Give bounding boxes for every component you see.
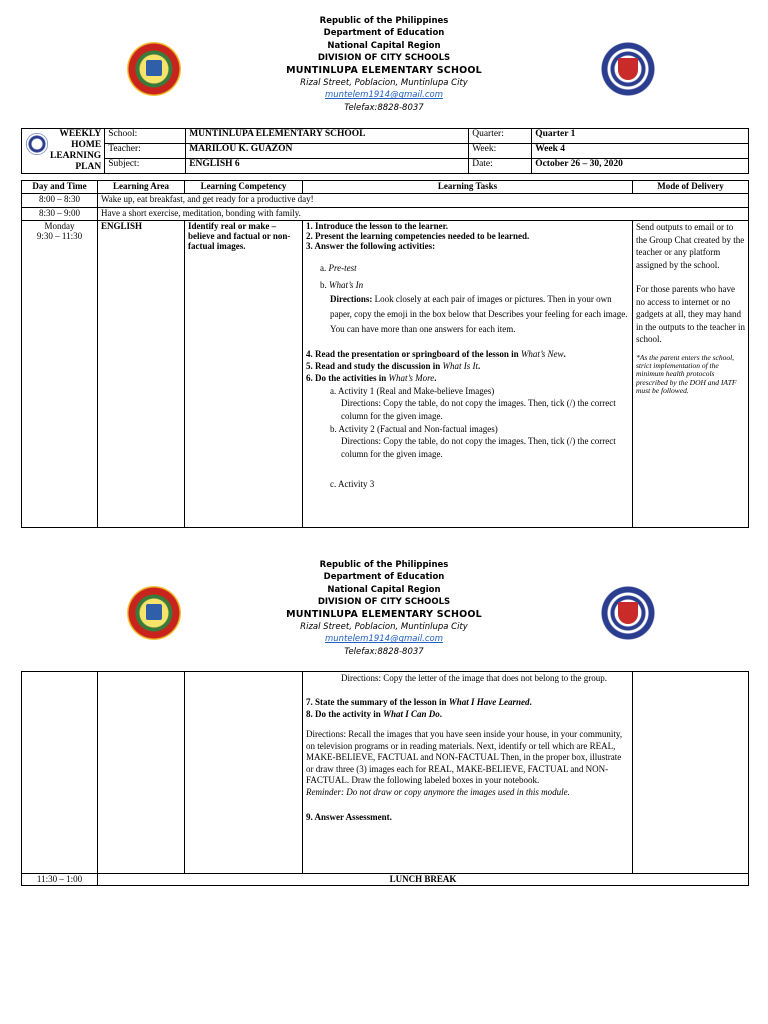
email-link[interactable]: muntelem1914@gmail.com — [324, 634, 444, 645]
letterhead — [0, 559, 768, 658]
day-label: Monday — [44, 221, 75, 231]
task-item: 2. Present the learning competencies needed to be learned. — [306, 231, 530, 241]
schedule-table-continued — [21, 671, 749, 886]
reminder-text: Reminder: Do not draw or copy anymore the images used in this module. — [306, 786, 570, 797]
mode-of-delivery-cell — [633, 672, 749, 874]
department-line: Department of Education — [323, 572, 445, 583]
division-line: DIVISION OF CITY SCHOOLS — [317, 597, 451, 608]
day-time-cell — [22, 672, 98, 874]
email-link[interactable]: muntelem1914@gmail.com — [324, 90, 444, 101]
learning-area-cell: ENGLISH — [98, 221, 185, 528]
plan-info-table — [21, 128, 749, 174]
week-value: Week 4 — [532, 144, 749, 159]
row-time: 8:30 – 9:00 — [22, 208, 98, 221]
task-item: 1. Introduce the lesson to the learner. — [306, 221, 448, 231]
task-item: 5. Read and study the discussion in What Is It. — [306, 361, 481, 371]
mode-of-delivery-cell — [633, 221, 749, 528]
learning-tasks-cell — [303, 672, 633, 874]
task-item: 9. Answer Assessment. — [306, 812, 392, 822]
activity-item: b. Activity 2 (Factual and Non-factual images) — [330, 424, 498, 434]
header-learning-competency: Learning Competency — [185, 181, 303, 194]
directions-text: Directions: Recall the images that you have seen inside your house, in your community, on television programs or in reading materials. Next, identify or tell which are REAL, MAKE-BELIEVE, FACTUAL and NON-FACTUAL Then, in the proper box, illustrate or draw three (3) images each for REAL, MAKE-BELIEVE, FACTUAL and NON-FACTUAL. Draw the following labeled boxes in your notebook. — [306, 729, 623, 785]
country-line: Republic of the Philippines — [319, 16, 449, 26]
region-line: National Capital Region — [327, 40, 441, 51]
schedule-table — [21, 180, 749, 528]
header-learning-area: Learning Area — [98, 181, 185, 194]
teacher-value: MARILOU K. GUAZON — [186, 144, 469, 159]
activity-item: c. Activity 3 — [330, 479, 375, 489]
subject-label: Subject: — [105, 159, 186, 174]
task-item: 8. Do the activity in What I Can Do. — [306, 709, 443, 719]
activity-directions: Directions: Copy the table, do not copy the images. Then, tick (/) the correct column for the given image. — [341, 398, 616, 421]
telefax-line: Telefax:8828-8037 — [344, 102, 424, 113]
directions-text: Directions: Look closely at each pair of images or pictures. Then in your own paper, copy the emoji in the box below that Describes your feeling for each image. You can have more than one answers for each item. — [330, 294, 628, 334]
date-value: October 26 – 30, 2020 — [532, 159, 749, 174]
row-time: 8:00 – 8:30 — [22, 194, 98, 208]
activity-directions: Directions: Copy the letter of the image that does not belong to the group. — [341, 673, 607, 683]
activity-directions: Directions: Copy the table, do not copy the images. Then, tick (/) the correct column for the given image. — [341, 436, 616, 459]
task-item: 4. Read the presentation or springboard of the lesson in What’s New. — [306, 349, 566, 359]
header-learning-tasks: Learning Tasks — [303, 181, 633, 194]
department-line: Department of Education — [323, 28, 445, 39]
school-name-line: MUNTINLUPA ELEMENTARY SCHOOL — [286, 608, 482, 620]
learning-area-cell — [98, 672, 185, 874]
learning-competency-cell: Identify real or make – believe and factual or non-factual images. — [185, 221, 303, 528]
pretest-item: a. Pre-test — [320, 263, 357, 273]
school-value: MUNTINLUPA ELEMENTARY SCHOOL — [186, 129, 469, 144]
letterhead — [0, 15, 768, 114]
day-time-cell — [22, 221, 98, 528]
lunch-break-cell: LUNCH BREAK — [98, 874, 749, 886]
time-label: 9:30 – 11:30 — [36, 231, 83, 241]
header-day-time: Day and Time — [22, 181, 98, 194]
learning-competency-cell — [185, 672, 303, 874]
address-line: Rizal Street, Poblacion, Muntinlupa City — [300, 622, 468, 633]
division-line: DIVISION OF CITY SCHOOLS — [317, 53, 451, 64]
activity-item: a. Activity 1 (Real and Make-believe Images) — [330, 386, 495, 396]
teacher-label: Teacher: — [105, 144, 186, 159]
health-protocol-note: *As the parent enters the school, strict implementation of the minimum health protocols prescribed by the DOH and IATF must be followed. — [636, 352, 737, 396]
region-line: National Capital Region — [327, 584, 441, 595]
header-mode-of-delivery: Mode of Delivery — [633, 181, 749, 194]
mode-text: Send outputs to email or to the Group Chat created by the teacher or any platform assigned by the school. — [636, 222, 745, 270]
row-activity: Wake up, eat breakfast, and get ready for a productive day! — [98, 194, 749, 208]
school-name-line: MUNTINLUPA ELEMENTARY SCHOOL — [286, 64, 482, 76]
task-item: 6. Do the activities in What’s More. — [306, 373, 437, 383]
address-line: Rizal Street, Poblacion, Muntinlupa City — [300, 78, 468, 89]
row-activity: Have a short exercise, meditation, bonding with family. — [98, 208, 749, 221]
week-label: Week: — [469, 144, 532, 159]
deped-mini-logo — [26, 133, 48, 155]
mode-text: For those parents who have no access to internet or no gadgets at all, they may hand in the outputs to the teacher in school. — [636, 284, 745, 344]
date-label: Date: — [469, 159, 532, 174]
subject-value: ENGLISH 6 — [186, 159, 469, 174]
learning-tasks-cell — [303, 221, 633, 528]
wlp-label-cell: WEEKLY HOME LEARNING PLAN — [22, 129, 105, 174]
quarter-label: Quarter: — [469, 129, 532, 144]
country-line: Republic of the Philippines — [319, 560, 449, 570]
school-label: School: — [105, 129, 186, 144]
telefax-line: Telefax:8828-8037 — [344, 646, 424, 657]
task-item: 3. Answer the following activities: — [306, 241, 436, 251]
task-item: 7. State the summary of the lesson in What I Have Learned. — [306, 697, 532, 707]
lunch-time-cell: 11:30 – 1:00 — [22, 874, 98, 886]
whats-in-item: b. What’s In — [320, 280, 364, 290]
quarter-value: Quarter 1 — [532, 129, 749, 144]
